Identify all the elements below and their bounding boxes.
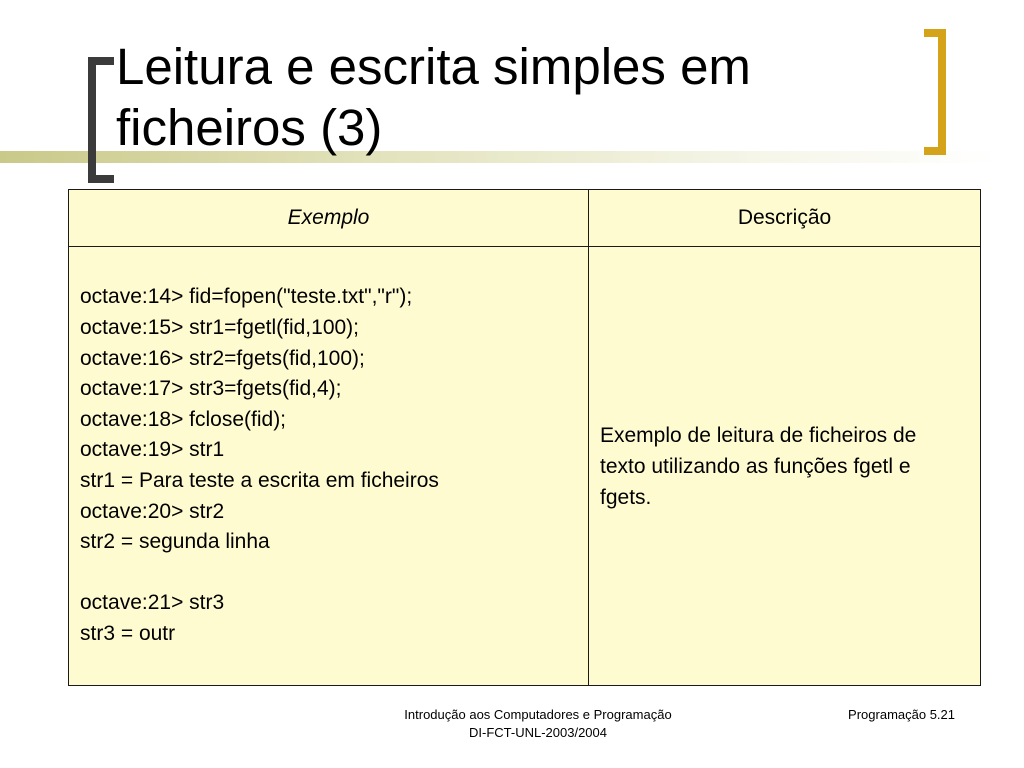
right-bracket-decoration	[924, 29, 946, 155]
code-line: octave:15> str1=fgetl(fid,100);	[80, 316, 359, 340]
code-line: octave:16> str2=fgets(fid,100);	[80, 346, 365, 370]
example-table	[68, 189, 981, 686]
table-body-row	[69, 247, 981, 686]
footer-slide-number: Programação 5.21	[848, 707, 955, 722]
footer-course-year: DI-FCT-UNL-2003/2004	[469, 725, 607, 740]
header-exemplo: Exemplo	[69, 190, 589, 247]
slide-title: Leitura e escrita simples em ficheiros (3)	[116, 38, 751, 156]
left-bracket-decoration	[88, 57, 114, 183]
code-example-cell	[69, 247, 589, 686]
code-line: octave:18> fclose(fid);	[80, 407, 287, 431]
description-cell	[589, 247, 981, 686]
code-line: str1 = Para teste a escrita em ficheiros	[80, 469, 439, 492]
code-line: octave:19> str1	[80, 438, 225, 462]
description-text: Exemplo de leitura de ficheiros de texto utilizando as funções fgetl e fgets.	[600, 423, 917, 509]
code-line: octave:14> fid=fopen("teste.txt","r");	[80, 285, 413, 309]
code-line-blank	[80, 558, 588, 589]
header-descricao: Descrição	[589, 190, 981, 247]
footer-course-info	[388, 706, 688, 742]
code-line: octave:21> str3	[80, 591, 225, 615]
code-line: octave:20> str2	[80, 499, 225, 523]
code-line: octave:17> str3=fgets(fid,4);	[80, 377, 342, 401]
code-line: str2 = segunda linha	[80, 530, 270, 554]
footer-course-title: Introdução aos Computadores e Programação	[404, 707, 672, 722]
code-line: str3 = outr	[80, 621, 176, 645]
table-header-row	[69, 190, 981, 247]
